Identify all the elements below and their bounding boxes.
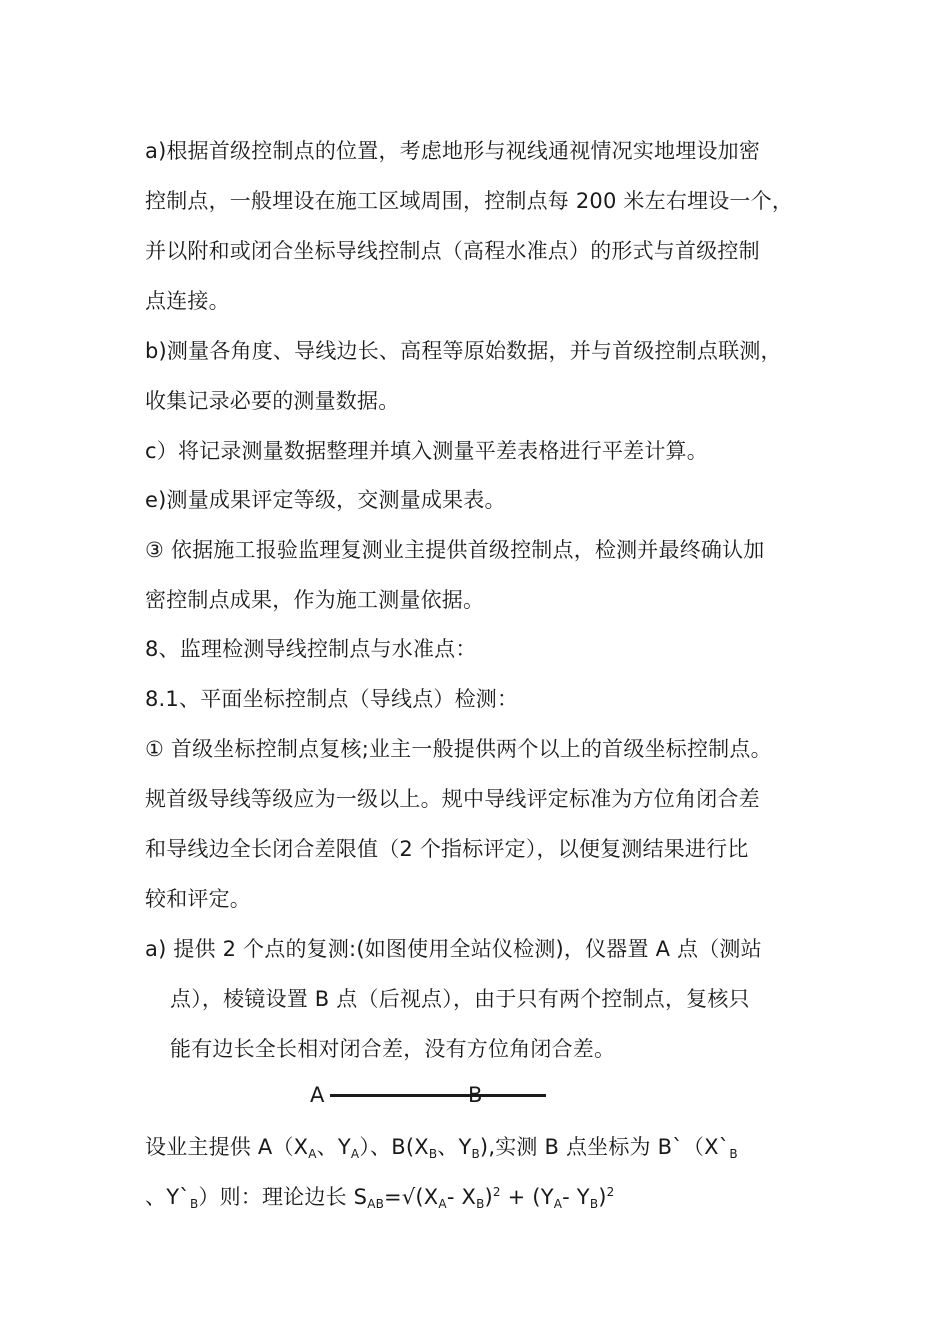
- formula-superscript: 2: [492, 1185, 501, 1199]
- paragraph-line: 较和评定。: [145, 887, 251, 911]
- paragraph-line: b)测量各角度、导线边长、高程等原始数据，并与首级控制点联测，: [145, 339, 782, 363]
- formula-subscript: B: [471, 1147, 480, 1161]
- formula-text: ): [484, 1185, 493, 1209]
- paragraph-line: 密控制点成果，作为施工测量依据。: [145, 588, 485, 612]
- paragraph-line: 点连接。: [145, 289, 230, 313]
- formula-subscript: B: [428, 1147, 438, 1161]
- formula-subscript: AB: [367, 1197, 385, 1211]
- formula-line-coordinates: [145, 1132, 738, 1162]
- paragraph-line: ① 首级坐标控制点复核;业主一般提供两个以上的首级坐标控制点。: [145, 737, 772, 761]
- formula-subscript: A: [553, 1197, 563, 1211]
- formula-superscript: 2: [606, 1185, 615, 1199]
- formula-text: 、Y: [316, 1135, 351, 1159]
- formula-text: ): [598, 1185, 607, 1209]
- point-a-label: A: [310, 1083, 325, 1107]
- paragraph-line: a)根据首级控制点的位置，考虑地形与视线通视情况实地埋设加密: [145, 139, 761, 163]
- point-b-label: B: [468, 1083, 483, 1107]
- formula-subscript: A: [308, 1147, 317, 1161]
- formula-text: 、Y: [437, 1135, 472, 1159]
- paragraph-line: a) 提供 2 个点的复测:(如图使用全站仪检测)，仪器置 A 点（测站: [145, 937, 762, 961]
- formula-subscript: B: [189, 1197, 199, 1211]
- formula-text: ),实测 B 点坐标为 B`（X`: [479, 1135, 730, 1159]
- subsection-heading: 8.1、平面坐标控制点（导线点）检测：: [145, 687, 519, 711]
- paragraph-line: 并以附和或闭合坐标导线控制点（高程水准点）的形式与首级控制: [145, 239, 760, 263]
- formula-subscript: B: [476, 1197, 485, 1211]
- paragraph-line: c）将记录测量数据整理并填入测量平差表格进行平差计算。: [145, 439, 708, 463]
- paragraph-line: ③ 依据施工报验监理复测业主提供首级控制点，检测并最终确认加: [145, 538, 765, 562]
- paragraph-line: 点），棱镜设置 B 点（后视点），由于只有两个控制点，复核只: [170, 987, 750, 1011]
- ab-connecting-line: [330, 1094, 546, 1097]
- formula-text: 、Y`: [145, 1185, 190, 1209]
- formula-text: - Y: [562, 1185, 590, 1209]
- formula-subscript: A: [350, 1147, 360, 1161]
- paragraph-line: 收集记录必要的测量数据。: [145, 389, 400, 413]
- formula-text: - X: [446, 1185, 477, 1209]
- paragraph-line: e)测量成果评定等级，交测量成果表。: [145, 488, 506, 512]
- formula-line-distance: [145, 1182, 615, 1212]
- formula-text: =√(X: [384, 1185, 439, 1209]
- paragraph-line: 能有边长全长相对闭合差，没有方位角闭合差。: [170, 1037, 616, 1061]
- formula-text: + (Y: [500, 1185, 554, 1209]
- paragraph-line: 规首级导线等级应为一级以上。规中导线评定标准为方位角闭合差: [145, 787, 760, 811]
- formula-text: ）、B(X: [359, 1135, 429, 1159]
- formula-subscript: A: [438, 1197, 447, 1211]
- paragraph-line: 和导线边全长闭合差限值（2 个指标评定），以便复测结果进行比: [145, 837, 749, 861]
- formula-subscript: B: [729, 1147, 738, 1161]
- paragraph-line: 控制点，一般埋设在施工区域周围，控制点每 200 米左右埋设一个，: [145, 189, 794, 213]
- formula-text: 设业主提供 A（X: [145, 1135, 309, 1159]
- ab-line-diagram: [300, 1078, 560, 1114]
- section-heading: 8、监理检测导线控制点与水准点：: [145, 637, 477, 661]
- formula-text: ）则：理论边长 S: [198, 1185, 368, 1209]
- formula-subscript: B: [589, 1197, 599, 1211]
